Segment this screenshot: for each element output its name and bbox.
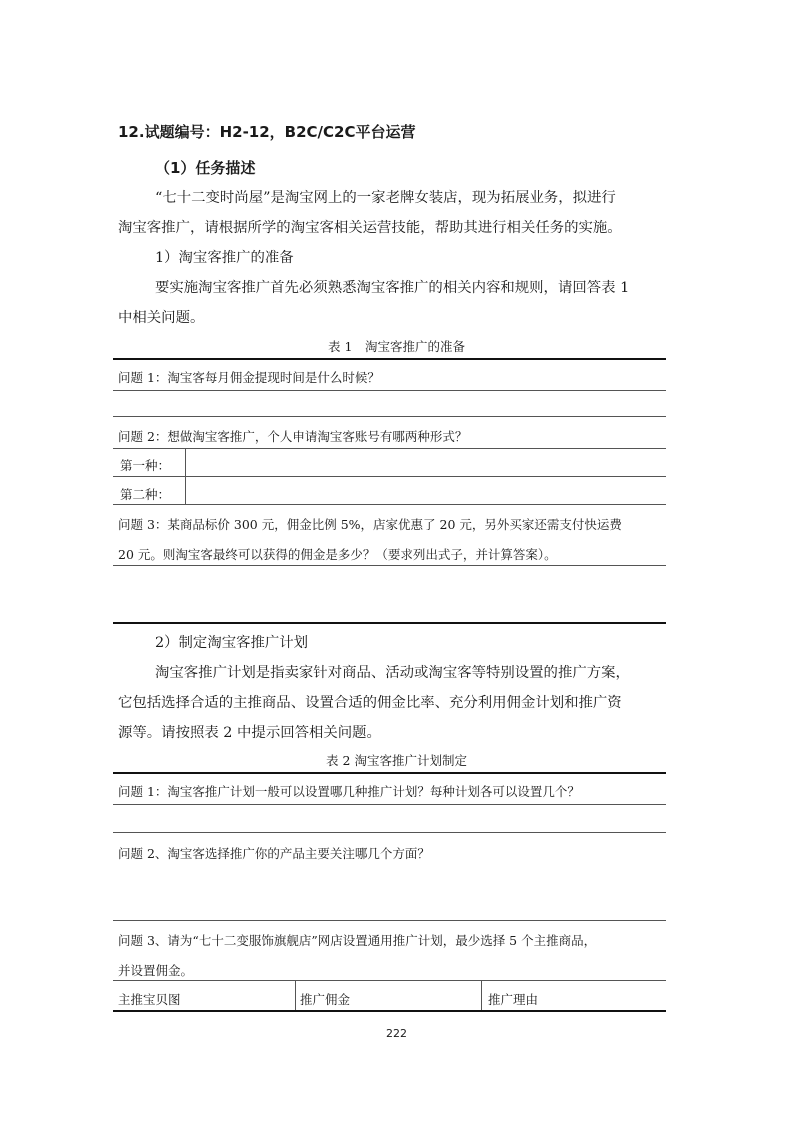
table2-header-commission: 推广佣金 xyxy=(300,992,351,1007)
table1-question-1: 问题 1：淘宝客每月佣金提现时间是什么时候？ xyxy=(118,370,380,385)
table1-form1-label: 第一种： xyxy=(120,458,171,473)
intro-line-2: 淘宝客推广，请根据所学的淘宝客相关运营技能，帮助其进行相关任务的实施。 xyxy=(118,220,622,236)
section1-title: 1）淘宝客推广的准备 xyxy=(155,250,294,266)
table2-bottom-rule xyxy=(113,1010,666,1012)
table2-question-3-line-1: 问题 3、请为“七十二变服饰旗舰店”网店设置通用推广计划，最少选择 5 个主推商品， xyxy=(118,933,597,948)
table2-question-2: 问题 2、淘宝客选择推广你的产品主要关注哪几个方面？ xyxy=(118,846,430,861)
table2-top-rule xyxy=(113,772,666,774)
section2-title: 2）制定淘宝客推广计划 xyxy=(155,635,309,651)
table1-rule xyxy=(113,504,666,505)
table1-form2-label: 第二种： xyxy=(120,487,171,502)
table2-header-reason: 推广理由 xyxy=(488,992,539,1007)
section1-line-2: 中相关问题。 xyxy=(118,310,205,326)
table2-question-3-line-2: 并设置佣金。 xyxy=(118,963,194,978)
table2-column-divider xyxy=(481,980,482,1010)
table2-rule xyxy=(113,832,666,833)
table1-rule xyxy=(113,448,666,449)
table1-rule xyxy=(113,390,666,391)
table2-caption: 表 2 淘宝客推广计划制定 xyxy=(326,753,467,768)
task-description-heading: （1）任务描述 xyxy=(155,159,256,177)
table1-bottom-rule xyxy=(113,622,666,624)
section2-line-3: 源等。请按照表 2 中提示回答相关问题。 xyxy=(118,725,381,741)
table2-rule xyxy=(113,920,666,921)
table1-rule xyxy=(113,476,666,477)
table2-rule xyxy=(113,804,666,805)
table2-header-main-image: 主推宝贝图 xyxy=(118,992,181,1007)
table1-question-3-line-2: 20 元。则淘宝客最终可以获得的佣金是多少？（要求列出式子，并计算答案）。 xyxy=(118,547,557,562)
intro-line-1: “七十二变时尚屋”是淘宝网上的一家老牌女装店，现为拓展业务，拟进行 xyxy=(155,190,616,206)
section2-line-1: 淘宝客推广计划是指卖家针对商品、活动或淘宝客等特别设置的推广方案， xyxy=(155,665,630,681)
page-number: 222 xyxy=(386,1027,407,1040)
table1-column-divider xyxy=(185,448,186,504)
table1-question-3-line-1: 问题 3：某商品标价 300 元，佣金比例 5%，店家优惠了 20 元，另外买家还需支付快运费 xyxy=(118,517,622,532)
table2-question-1: 问题 1：淘宝客推广计划一般可以设置哪几种推广计划？每种计划各可以设置几个？ xyxy=(118,784,580,799)
section2-line-2: 它包括选择合适的主推商品、设置合适的佣金比率、充分利用佣金计划和推广资 xyxy=(118,695,622,711)
table1-rule xyxy=(113,565,666,566)
table2-rule xyxy=(113,980,666,981)
table2-column-divider xyxy=(295,980,296,1010)
question-heading: 12.试题编号：H2-12，B2C/C2C平台运营 xyxy=(118,123,416,141)
table1-top-rule xyxy=(113,358,666,360)
table1-caption: 表 1 淘宝客推广的准备 xyxy=(328,339,465,354)
section1-line-1: 要实施淘宝客推广首先必须熟悉淘宝客推广的相关内容和规则，请回答表 1 xyxy=(155,280,630,296)
table1-rule xyxy=(113,416,666,417)
table1-question-2: 问题 2：想做淘宝客推广，个人申请淘宝客账号有哪两种形式？ xyxy=(118,429,468,444)
